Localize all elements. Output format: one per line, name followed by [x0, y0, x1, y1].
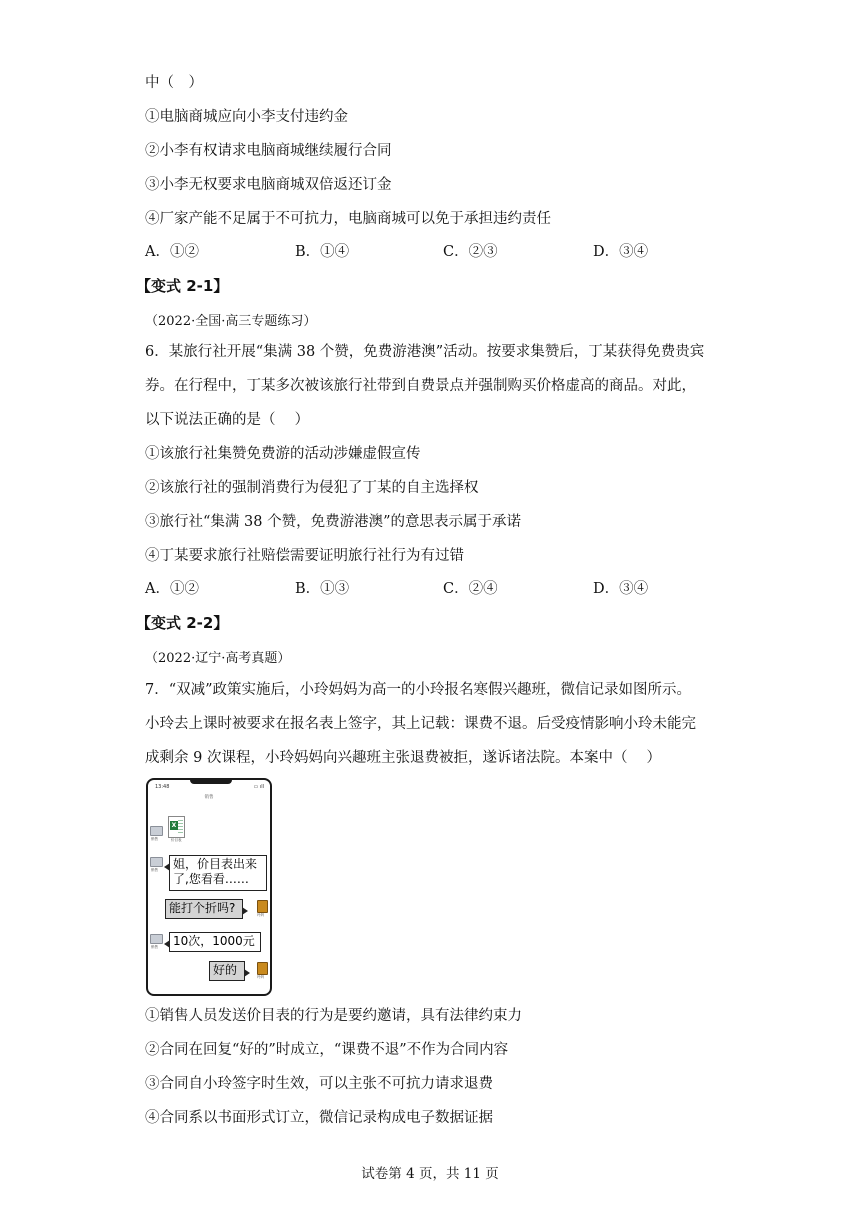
q5-choice-b: B．①④	[295, 244, 350, 260]
me-avatar	[257, 962, 268, 975]
me-avatar-label: 玲妈	[257, 913, 264, 917]
q7-option-3: ③合同自小玲签字时生效，可以主张不可抗力请求退费	[145, 1076, 493, 1092]
chat-message-discount: 能打个折吗?	[165, 899, 243, 919]
q5-choice-c: C．②③	[443, 244, 498, 260]
q5-option-3: ③小李无权要求电脑商城双倍返还订金	[145, 177, 392, 193]
excel-badge: X	[171, 822, 177, 829]
question-5-tail: 中（ ）	[145, 75, 203, 91]
me-avatar	[257, 900, 268, 913]
q5-choice-a: A．①②	[145, 244, 199, 260]
sender-avatar-label: 销售	[151, 945, 158, 949]
excel-file-icon	[168, 816, 185, 838]
chat-message-price-list: 姐，价目表出来了,您看看……	[169, 855, 267, 891]
me-avatar-label: 玲妈	[257, 975, 264, 979]
q5-choice-d: D．③④	[593, 244, 649, 260]
phone-notch	[190, 778, 232, 784]
variant-2-1-source: （2022·全国·高三专题练习）	[145, 314, 317, 329]
sender-avatar-label: 销售	[151, 868, 158, 872]
q6-choice-b: B．①③	[295, 581, 350, 597]
wechat-screenshot-figure	[146, 778, 272, 996]
q7-stem-line-1: 7．“双减”政策实施后，小玲妈妈为高一的小玲报名寒假兴趣班，微信记录如图所示。	[145, 682, 692, 698]
variant-2-2-source: （2022·辽宁·高考真题）	[145, 651, 291, 666]
phone-status-icons: ▭ ıll	[253, 784, 264, 790]
q5-option-1: ①电脑商城应向小李支付违约金	[145, 109, 348, 125]
q7-stem-line-2: 小玲去上课时被要求在报名表上签字，其上记载：课费不退。后受疫情影响小玲未能完	[145, 716, 696, 732]
q6-option-1: ①该旅行社集赞免费游的活动涉嫌虚假宣传	[145, 446, 421, 462]
q5-option-2: ②小李有权请求电脑商城继续履行合同	[145, 143, 392, 159]
q6-choice-a: A．①②	[145, 581, 199, 597]
excel-grid	[178, 820, 183, 833]
q7-option-4: ④合同系以书面形式订立，微信记录构成电子数据证据	[145, 1110, 493, 1126]
chat-message-ok: 好的	[209, 961, 245, 981]
q7-option-1: ①销售人员发送价目表的行为是要约邀请，具有法律约束力	[145, 1008, 522, 1024]
q6-option-2: ②该旅行社的强制消费行为侵犯了丁某的自主选择权	[145, 480, 479, 496]
file-name: 价目表	[171, 838, 182, 842]
sender-avatar	[150, 934, 163, 944]
q7-option-2: ②合同在回复“好的”时成立，“课费不退”不作为合同内容	[145, 1042, 509, 1058]
q6-stem-line-1: 6．某旅行社开展“集满 38 个赞，免费游港澳”活动。按要求集赞后，丁某获得免费贵宾	[145, 344, 705, 360]
variant-2-1-heading: 【变式 2-1】	[136, 277, 229, 295]
q6-choice-c: C．②④	[443, 581, 498, 597]
q6-stem-line-2: 券。在行程中，丁某多次被该旅行社带到自费景点并强制购买价格虚高的商品。对此，	[145, 378, 696, 394]
q6-option-4: ④丁某要求旅行社赔偿需要证明旅行社行为有过错	[145, 548, 464, 564]
q5-option-4: ④厂家产能不足属于不可抗力，电脑商城可以免于承担违约责任	[145, 211, 551, 227]
sender-avatar	[150, 826, 163, 836]
q6-choice-d: D．③④	[593, 581, 649, 597]
sender-avatar-label: 销售	[151, 837, 158, 841]
chat-message-price: 10次，1000元	[169, 932, 261, 952]
phone-time: 13:48	[155, 784, 170, 790]
variant-2-2-heading: 【变式 2-2】	[136, 614, 229, 632]
page-footer: 试卷第 4 页，共 11 页	[361, 1166, 499, 1182]
chat-contact-name: 销售	[204, 795, 214, 800]
sender-avatar	[150, 857, 163, 867]
q6-stem-line-3: 以下说法正确的是（ ）	[145, 412, 310, 428]
q7-stem-line-3: 成剩余 9 次课程，小玲妈妈向兴趣班主张退费被拒，遂诉诸法院。本案中（ ）	[145, 750, 662, 766]
q6-option-3: ③旅行社“集满 38 个赞，免费游港澳”的意思表示属于承诺	[145, 514, 521, 530]
